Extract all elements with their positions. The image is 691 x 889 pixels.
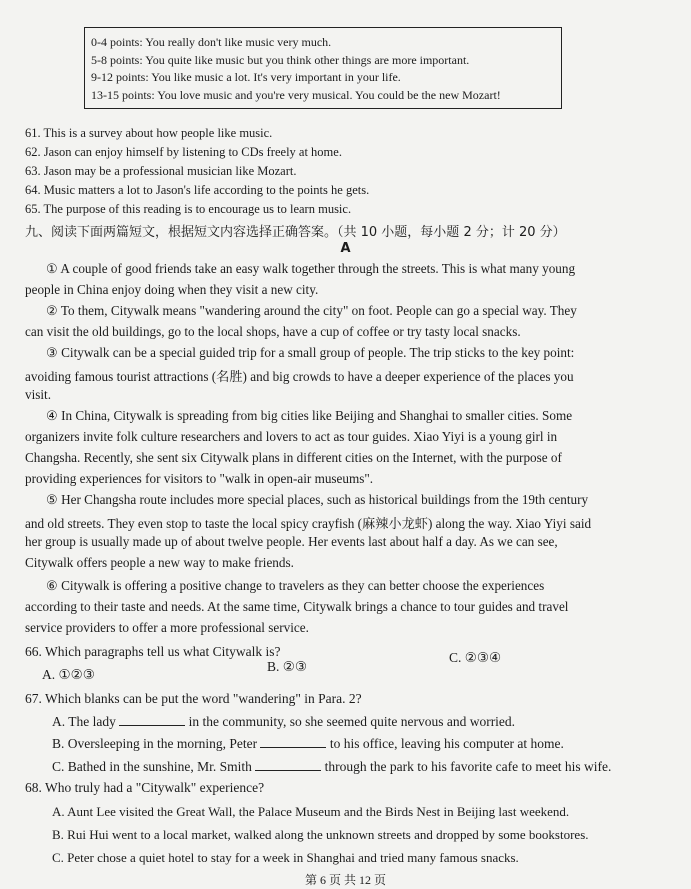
q67-option-b xyxy=(52,736,564,752)
paragraph-4-line: Changsha. Recently, she sent six Citywalk plans in different cities on the Internet, with the purpose of xyxy=(25,450,562,465)
q66-option-c: C. ②③④ xyxy=(449,650,502,665)
q68-option-c: C. Peter chose a quiet hotel to stay for a week in Shanghai and tried many famous snacks. xyxy=(52,850,519,865)
q67-option-c xyxy=(52,759,611,775)
question-68: 68. Who truly had a "Citywalk" experience? xyxy=(25,780,265,795)
paragraph-1-line: ① A couple of good friends take an easy walk together through the streets. This is what many young xyxy=(46,261,576,276)
paragraph-5-line: ⑤ Her Changsha route includes more special places, such as historical buildings from the 19th century xyxy=(46,492,589,507)
paragraph-4-line: providing experiences for visitors to "walk in open-air museums". xyxy=(25,471,374,486)
answer-blank[interactable] xyxy=(255,760,321,771)
statement-61: 61. This is a survey about how people like music. xyxy=(25,126,273,140)
q67-option-a-start: A. The lady xyxy=(52,714,116,729)
paragraph-5-line: and old streets. They even stop to taste the local spicy crayfish (麻辣小龙虾) along the way. Xiao Yiyi said xyxy=(25,516,592,531)
answer-blank[interactable] xyxy=(119,715,185,726)
statement-62: 62. Jason can enjoy himself by listening to CDs freely at home. xyxy=(25,145,342,159)
paragraph-1-line: people in China enjoy doing when they visit a new city. xyxy=(25,282,319,297)
paragraph-6-line: service providers to offer a more professional service. xyxy=(25,620,309,635)
scoring-box xyxy=(84,27,562,109)
answer-blank[interactable] xyxy=(260,737,326,748)
q66-option-a: A. ①②③ xyxy=(42,667,95,682)
paragraph-4-line: organizers invite folk culture researchers and lovers to act as tour guides. Xiao Yiyi is a young girl in xyxy=(25,429,558,444)
q68-option-b: B. Rui Hui went to a local market, walked along the unknown streets and dropped by some bookstores. xyxy=(52,827,589,842)
passage-label: A xyxy=(340,241,351,256)
scoring-line: 5-8 points: You quite like music but you think other things are more important. xyxy=(91,52,470,67)
scoring-line: 13-15 points: You love music and you're very musical. You could be the new Mozart! xyxy=(91,87,501,102)
paragraph-3-line: avoiding famous tourist attractions (名胜) and big crowds to have a deeper experience of the places you xyxy=(25,369,574,384)
q67-option-c-end: through the park to his favorite cafe to meet his wife. xyxy=(324,759,612,774)
paragraph-3-line: ③ Citywalk can be a special guided trip for a small group of people. The trip sticks to the key point: xyxy=(46,345,575,360)
paragraph-5-line: her group is usually made up of about twelve people. Her events last about half a day. As we can see, xyxy=(25,534,558,549)
q67-option-b-end: to his office, leaving his computer at home. xyxy=(329,736,564,751)
q67-option-a xyxy=(52,714,515,730)
section-heading: 九、阅读下面两篇短文，根据短文内容选择正确答案。（共 10 小题，每小题 2 分；计 20 分） xyxy=(25,225,566,240)
page-footer: 第 6 页 共 12 页 xyxy=(304,873,386,887)
q67-option-a-end: in the community, so she seemed quite nervous and worried. xyxy=(188,714,516,729)
question-67: 67. Which blanks can be put the word "wandering" in Para. 2? xyxy=(25,691,362,706)
scoring-line: 0-4 points: You really don't like music very much. xyxy=(91,35,332,49)
q67-option-c-start: C. Bathed in the sunshine, Mr. Smith xyxy=(52,759,252,774)
paragraph-4-line: ④ In China, Citywalk is spreading from big cities like Beijing and Shanghai to smaller cities. Some xyxy=(46,408,573,423)
question-66: 66. Which paragraphs tell us what Citywalk is? xyxy=(25,644,281,659)
paragraph-5-line: Citywalk offers people a new way to make friends. xyxy=(25,555,294,570)
paragraph-6-line: according to their taste and needs. At the same time, Citywalk brings a chance to tour guides and travel xyxy=(25,599,569,614)
statement-65: 65. The purpose of this reading is to encourage us to learn music. xyxy=(25,202,352,216)
q68-option-a: A. Aunt Lee visited the Great Wall, the Palace Museum and the Birds Nest in Beijing last weekend. xyxy=(52,804,570,819)
q66-option-b: B. ②③ xyxy=(267,659,307,674)
paragraph-2-line: ② To them, Citywalk means "wandering around the city" on foot. People can go a special way. They xyxy=(46,303,577,318)
paragraph-2-line: can visit the old buildings, go to the local shops, have a cup of coffee or try tasty local snacks. xyxy=(25,324,521,339)
statement-63: 63. Jason may be a professional musician like Mozart. xyxy=(25,164,297,178)
paragraph-6-line: ⑥ Citywalk is offering a positive change to travelers as they can better choose the experiences xyxy=(46,578,545,593)
paragraph-3-line: visit. xyxy=(25,387,52,402)
statement-64: 64. Music matters a lot to Jason's life according to the points he gets. xyxy=(25,183,370,197)
scoring-line: 9-12 points: You like music a lot. It's very important in your life. xyxy=(91,70,401,84)
q67-option-b-start: B. Oversleeping in the morning, Peter xyxy=(52,736,258,751)
